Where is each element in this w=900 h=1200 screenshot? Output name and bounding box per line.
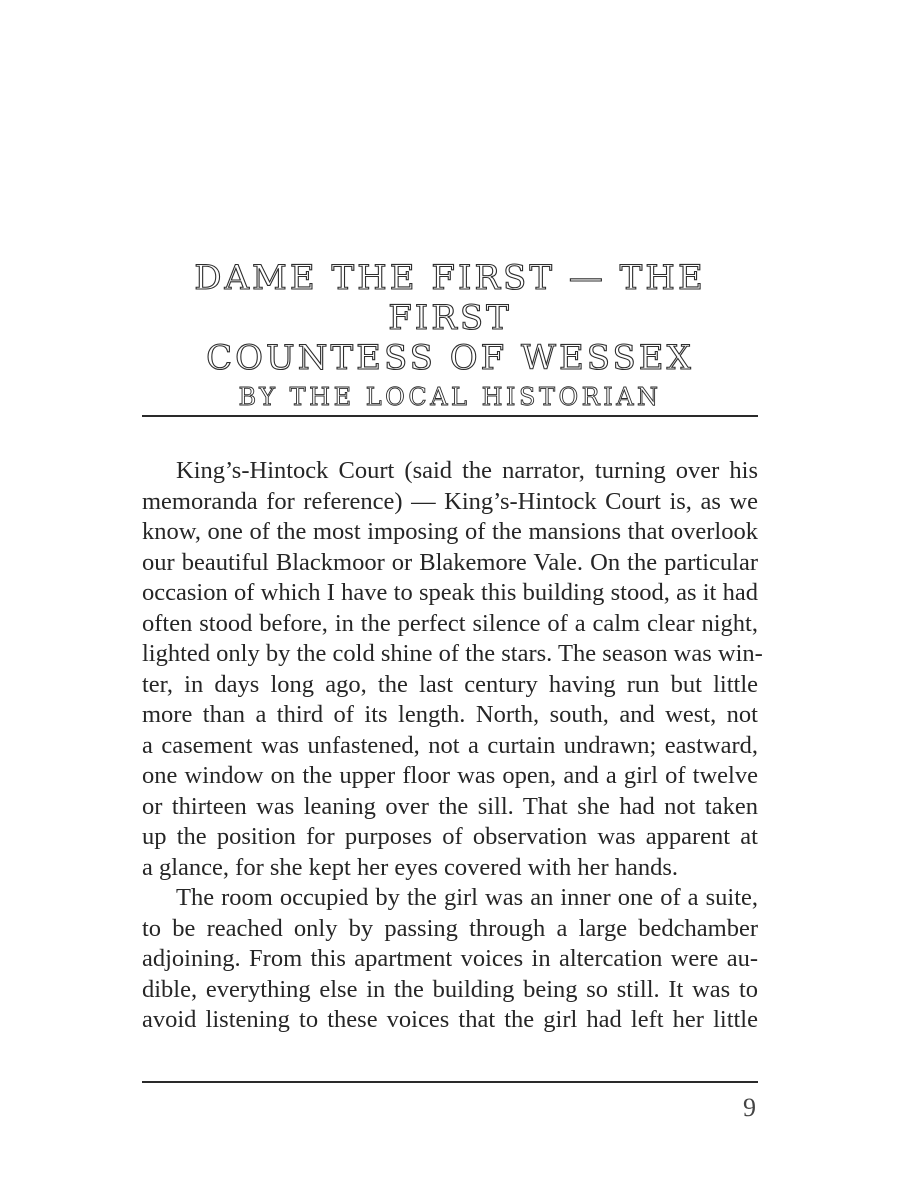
chapter-title-line-2: COUNTESS OF WESSEX [206,338,694,378]
header-divider [142,415,758,417]
text-line: lighted only by the cold shine of the stars. The season was win- [142,640,763,667]
text-line: or thirteen was leaning over the sill. That she had not taken [142,792,758,820]
text-line: adjoining. From this apartment voices in altercation were au- [142,945,758,972]
footer-divider [142,1081,758,1083]
text-line: our beautiful Blackmoor or Blakemore Vale. On the particular [142,548,758,576]
text-line: King’s-Hintock Court (said the narrator, turning over his [176,457,758,484]
text-line: a glance, for she kept her eyes covered with her hands. [142,853,679,881]
paragraph [142,883,758,1036]
text-line: dible, everything else in the building being so still. It was to [142,975,758,1003]
chapter-title-line-1: DAME THE FIRST — THE FIRST [194,258,706,338]
text-line: occasion of which I have to speak this building stood, as it had [142,579,758,606]
text-line: often stood before, in the perfect silence of a calm clear night, [142,609,758,637]
text-line: a casement was unfastened, not a curtain undrawn; eastward, [142,731,758,759]
text-line: ter, in days long ago, the last century having run but little [142,670,758,698]
text-line: memoranda for reference) — King’s-Hintock Court is, as we [142,487,758,515]
chapter-heading [140,258,760,412]
body-text [142,456,763,1036]
text-line: avoid listening to these voices that the girl had left her little [142,1006,758,1033]
text-line: one window on the upper floor was open, and a girl of twelve [142,762,758,789]
text-line: know, one of the most imposing of the mansions that overlook [142,518,758,545]
text-line: The room occupied by the girl was an inner one of a suite, [176,884,758,911]
paragraph [142,456,763,883]
text-line: more than a third of its length. North, south, and west, not [142,701,758,728]
page-number: 9 [743,1093,756,1122]
chapter-subtitle: BY THE LOCAL HISTORIAN [238,383,662,411]
text-line: up the position for purposes of observation was apparent at [142,823,758,850]
text-line: to be reached only by passing through a large bedchamber [142,914,758,942]
